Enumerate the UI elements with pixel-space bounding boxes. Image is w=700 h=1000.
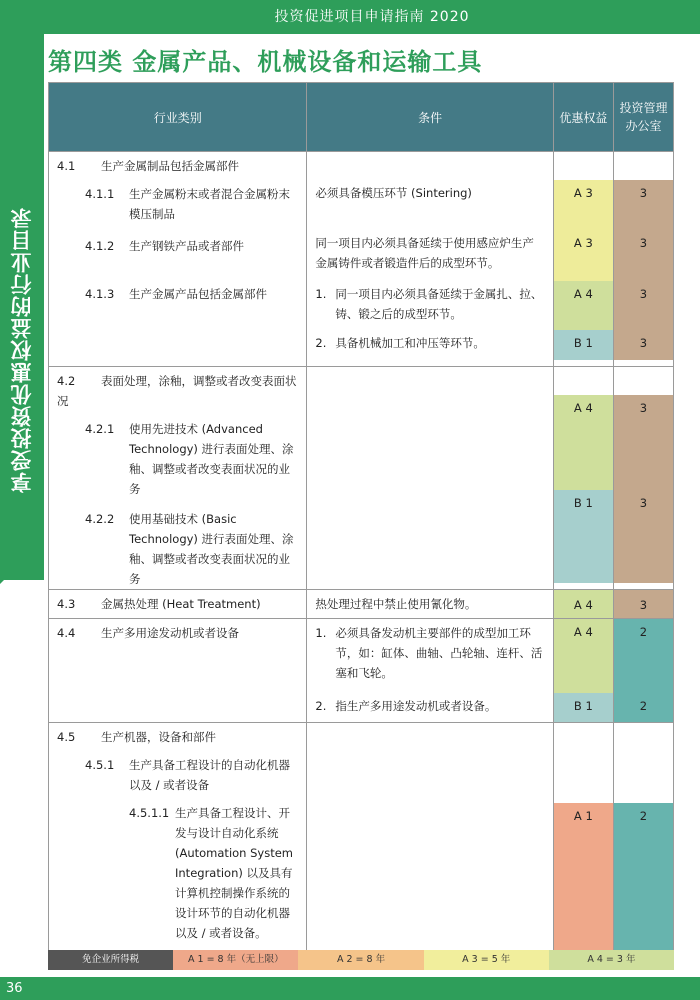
condition-cell — [307, 619, 553, 723]
benefit-badge: B 1 — [554, 330, 613, 360]
row-text: 生产具备工程设计的自动化机器以及 / 或者设备 — [129, 758, 290, 792]
benefit-cell — [553, 619, 613, 723]
row-text: 生产金属制品包括金属部件 — [101, 159, 239, 173]
office-value: 3 — [614, 180, 673, 230]
row-number: 4.2 — [57, 374, 76, 388]
header-category: 行业类别 — [49, 83, 307, 152]
page-number: 36 — [6, 981, 23, 996]
row-number: 4.4 — [57, 626, 76, 640]
row-text: 生产金属产品包括金属部件 — [129, 287, 267, 301]
office-value: 2 — [614, 619, 673, 693]
row-number: 4.3 — [57, 597, 76, 611]
condition-cell — [307, 723, 553, 960]
office-value: 3 — [614, 281, 673, 330]
section-title: 第四类 金属产品、机械设备和运输工具 — [48, 48, 483, 76]
legend-item: A 3 = 5 年 — [424, 950, 549, 970]
benefit-badge: A 1 — [554, 803, 613, 959]
row-number: 4.2.1 — [85, 422, 115, 436]
benefit-cell — [553, 723, 613, 960]
row-text: 生产钢铁产品或者部件 — [129, 239, 244, 253]
condition-text: 必须具备模压环节 (Sintering) — [315, 186, 472, 200]
condition-text: 同一项目内必须具备延续于使用感应炉生产金属铸件或者锻造件后的成型环节。 — [315, 236, 534, 270]
row-text: 金属热处理 (Heat Treatment) — [101, 597, 261, 611]
table-row — [49, 619, 674, 723]
condition-cell — [307, 590, 553, 619]
benefit-badge: A 3 — [554, 230, 613, 281]
condition-number: 1. — [315, 626, 327, 640]
office-value: 3 — [614, 395, 673, 490]
row-text: 生产具备工程设计、开发与设计自动化系统 (Automation System Integration) 以及具有计算机控制操作系统的设计环节的自动化机器以及 / 或者设备。 — [175, 806, 294, 940]
benefit-legend — [48, 950, 674, 970]
row-text: 生产金属粉末或者混合金属粉末模压制品 — [129, 187, 290, 221]
category-cell — [49, 590, 307, 619]
header-office: 投资管理办公室 — [613, 83, 673, 152]
row-number: 4.1.1 — [85, 187, 115, 201]
row-number: 4.1.3 — [85, 287, 115, 301]
legend-item: A 2 = 8 年 — [298, 950, 423, 970]
row-number: 4.1.2 — [85, 239, 115, 253]
condition-number: 2. — [315, 699, 327, 713]
row-text: 使用基础技术 (Basic Technology) 进行表面处理、涂釉、调整或者改变表面状况的业务 — [129, 512, 294, 586]
office-value: 3 — [614, 230, 673, 281]
row-text: 使用先进技术 (Advanced Technology) 进行表面处理、涂釉、调整或者改变表面状况的业务 — [129, 422, 294, 496]
table-row — [49, 590, 674, 619]
condition-text: 具备机械加工和冲压等环节。 — [335, 336, 485, 350]
industry-table — [48, 82, 674, 960]
office-cell — [613, 152, 673, 367]
benefit-cell — [553, 152, 613, 367]
row-number: 4.2.2 — [85, 512, 115, 526]
sidebar-notch — [0, 540, 44, 584]
table-row — [49, 152, 674, 367]
category-cell — [49, 152, 307, 367]
table-row — [49, 367, 674, 590]
row-text: 生产多用途发动机或者设备 — [101, 626, 239, 640]
office-value: 3 — [639, 598, 648, 612]
office-value: 3 — [614, 330, 673, 360]
row-text: 生产机器，设备和部件 — [101, 730, 216, 744]
benefit-cell — [553, 367, 613, 590]
condition-number: 1. — [315, 287, 327, 301]
legend-item: 免企业所得税 — [48, 950, 173, 970]
row-number: 4.5.1.1 — [129, 806, 170, 820]
header-condition: 条件 — [307, 83, 553, 152]
office-value: 2 — [614, 693, 673, 722]
condition-number: 2. — [315, 336, 327, 350]
condition-cell — [307, 367, 553, 590]
category-cell — [49, 723, 307, 960]
office-cell — [613, 723, 673, 960]
legend-item: A 4 = 3 年 — [549, 950, 674, 970]
footer-bar — [0, 977, 700, 1000]
condition-cell — [307, 152, 553, 367]
row-number: 4.5.1 — [85, 758, 115, 772]
header-title: 投资促进项目申请指南 2020 — [274, 9, 470, 25]
row-text: 表面处理，涂釉，调整或者改变表面状况 — [57, 374, 297, 408]
category-cell — [49, 619, 307, 723]
table-row — [49, 723, 674, 960]
office-value: 3 — [614, 490, 673, 583]
sidebar-title: 享受投资优惠权益的行业目录 — [10, 207, 34, 493]
condition-text: 同一项目内必须具备延续于金属扎、拉、铸、锻之后的成型环节。 — [335, 287, 543, 321]
benefit-badge: A 4 — [554, 395, 613, 490]
office-cell — [613, 367, 673, 590]
condition-text: 指生产多用途发动机或者设备。 — [335, 699, 497, 713]
benefit-badge: A 4 — [554, 281, 613, 330]
condition-text: 热处理过程中禁止使用氰化物。 — [315, 597, 477, 611]
benefit-badge: A 4 — [554, 619, 613, 693]
benefit-badge: B 1 — [554, 490, 613, 583]
benefit-badge: A 3 — [554, 180, 613, 230]
office-cell — [613, 590, 673, 619]
header-benefit: 优惠权益 — [553, 83, 613, 152]
benefit-badge: A 4 — [573, 598, 593, 612]
category-cell — [49, 367, 307, 590]
office-cell — [613, 619, 673, 723]
office-value: 2 — [614, 803, 673, 959]
benefit-badge: B 1 — [554, 693, 613, 722]
legend-item: A 1 = 8 年（无上限） — [173, 950, 298, 970]
row-number: 4.1 — [57, 159, 76, 173]
benefit-cell — [553, 590, 613, 619]
table-header-row — [49, 83, 674, 152]
condition-text: 必须具备发动机主要部件的成型加工环节，如：缸体、曲轴、凸轮轴、连杆、活塞和飞轮。 — [335, 626, 543, 680]
row-number: 4.5 — [57, 730, 76, 744]
